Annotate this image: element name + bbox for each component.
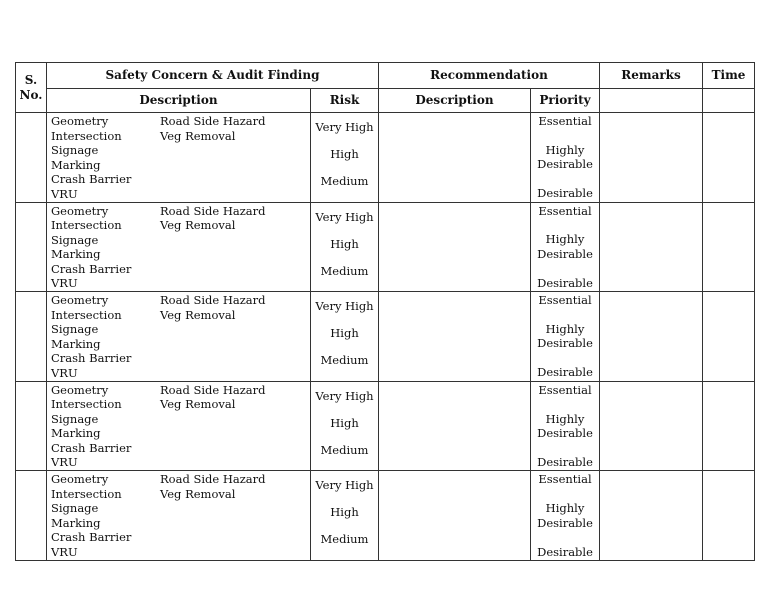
- priority-highly-desirable: Highly Desirable: [537, 321, 593, 351]
- recommendation-description-cell: [379, 202, 531, 292]
- priority-desirable: Desirable: [537, 275, 593, 290]
- concern-item: Veg Removal: [160, 307, 236, 322]
- priority-desirable: Desirable: [537, 544, 593, 559]
- concern-item: Crash Barrier: [51, 261, 132, 276]
- concern-item: Marking: [51, 426, 101, 441]
- header-concern-description: Description: [47, 89, 311, 113]
- risk-list: [311, 113, 378, 201]
- remarks-cell: [600, 113, 703, 203]
- concern-item: Intersection: [51, 397, 122, 412]
- header-time-blank: [703, 89, 755, 113]
- time-cell: [703, 113, 755, 203]
- concern-column-1: [51, 293, 160, 380]
- sno-cell: [16, 471, 47, 561]
- concern-description-cell: [47, 471, 311, 561]
- header-remarks-blank: [600, 89, 703, 113]
- concern-item: Marking: [51, 157, 101, 172]
- priority-cell: [531, 202, 600, 292]
- priority-essential: Essential: [538, 382, 592, 397]
- risk-level: Very High: [315, 299, 374, 314]
- risk-level: High: [330, 236, 359, 251]
- recommendation-description-cell: [379, 471, 531, 561]
- sno-cell: [16, 202, 47, 292]
- concern-item: Marking: [51, 336, 101, 351]
- table-row: [16, 381, 755, 471]
- priority-list: [531, 292, 599, 380]
- audit-table: [15, 62, 755, 561]
- risk-list: [311, 471, 378, 559]
- concern-description-cell: [47, 292, 311, 382]
- priority-highly-desirable: Highly Desirable: [537, 411, 593, 441]
- table-row: [16, 202, 755, 292]
- table-row: [16, 471, 755, 561]
- priority-highly-desirable: Highly Desirable: [537, 501, 593, 530]
- header-sno: S. No.: [16, 63, 47, 113]
- risk-cell: [311, 471, 379, 561]
- concern-item: Intersection: [51, 486, 122, 501]
- recommendation-description-cell: [379, 292, 531, 382]
- risk-level: Medium: [320, 532, 369, 547]
- priority-essential: Essential: [538, 114, 592, 128]
- risk-level: Medium: [320, 442, 369, 457]
- priority-list: [531, 471, 599, 559]
- priority-desirable: Desirable: [537, 454, 593, 469]
- recommendation-description-cell: [379, 381, 531, 471]
- concern-column-1: [51, 383, 160, 470]
- concern-list: [47, 292, 310, 380]
- table-body: [16, 113, 755, 561]
- priority-cell: [531, 113, 600, 203]
- priority-cell: [531, 381, 600, 471]
- concern-column-2: [160, 293, 310, 380]
- sno-cell: [16, 292, 47, 382]
- concern-description-cell: [47, 202, 311, 292]
- remarks-cell: [600, 381, 703, 471]
- concern-item: Road Side Hazard: [160, 382, 266, 397]
- risk-level: High: [330, 415, 359, 430]
- concern-column-1: [51, 204, 160, 291]
- sno-cell: [16, 381, 47, 471]
- header-safety-concern: Safety Concern & Audit Finding: [47, 63, 379, 89]
- concern-item: Veg Removal: [160, 128, 236, 143]
- concern-item: Crash Barrier: [51, 440, 132, 455]
- header-recommendation: Recommendation: [379, 63, 600, 89]
- concern-item: Intersection: [51, 128, 122, 143]
- risk-cell: [311, 381, 379, 471]
- priority-essential: Essential: [538, 293, 592, 308]
- priority-essential: Essential: [538, 472, 592, 487]
- concern-item: Crash Barrier: [51, 530, 132, 545]
- concern-item: Signage: [51, 411, 99, 426]
- concern-item: Road Side Hazard: [160, 472, 266, 487]
- risk-cell: [311, 202, 379, 292]
- concern-column-1: [51, 472, 160, 559]
- risk-level: Very High: [315, 478, 374, 493]
- risk-level: High: [330, 505, 359, 520]
- header-time: Time: [703, 63, 755, 89]
- concern-item: Geometry: [51, 472, 109, 487]
- header-row-2: [16, 89, 755, 113]
- concern-column-2: [160, 204, 310, 291]
- time-cell: [703, 471, 755, 561]
- risk-level: Medium: [320, 353, 369, 368]
- remarks-cell: [600, 292, 703, 382]
- concern-item: Crash Barrier: [51, 172, 132, 186]
- concern-description-cell: [47, 113, 311, 203]
- risk-level: Very High: [315, 388, 374, 403]
- concern-item: Signage: [51, 322, 99, 337]
- risk-cell: [311, 113, 379, 203]
- concern-column-2: [160, 114, 310, 201]
- concern-item: Signage: [51, 501, 99, 516]
- recommendation-description-cell: [379, 113, 531, 203]
- priority-desirable: Desirable: [537, 186, 593, 201]
- concern-column-2: [160, 383, 310, 470]
- concern-item: Road Side Hazard: [160, 293, 266, 308]
- concern-column-2: [160, 472, 310, 559]
- priority-desirable: Desirable: [537, 365, 593, 380]
- concern-description-cell: [47, 381, 311, 471]
- priority-highly-desirable: Highly Desirable: [537, 142, 593, 172]
- concern-list: [47, 382, 310, 470]
- concern-column-1: [51, 114, 160, 201]
- risk-list: [311, 292, 378, 380]
- concern-item: Signage: [51, 232, 99, 247]
- concern-item: Veg Removal: [160, 397, 236, 412]
- concern-item: VRU: [51, 365, 78, 380]
- concern-item: Signage: [51, 143, 99, 157]
- concern-item: Marking: [51, 515, 101, 530]
- time-cell: [703, 292, 755, 382]
- risk-list: [311, 382, 378, 470]
- priority-list: [531, 382, 599, 470]
- concern-list: [47, 113, 310, 201]
- concern-item: Crash Barrier: [51, 351, 132, 366]
- concern-item: VRU: [51, 276, 78, 291]
- risk-list: [311, 203, 378, 291]
- time-cell: [703, 202, 755, 292]
- risk-level: Medium: [320, 263, 369, 278]
- concern-item: Road Side Hazard: [160, 203, 266, 218]
- risk-level: Very High: [315, 120, 374, 134]
- concern-item: Marking: [51, 247, 101, 262]
- time-cell: [703, 381, 755, 471]
- concern-item: VRU: [51, 186, 78, 201]
- concern-item: Road Side Hazard: [160, 114, 266, 128]
- sno-cell: [16, 113, 47, 203]
- risk-level: Very High: [315, 209, 374, 224]
- header-rec-description: Description: [379, 89, 531, 113]
- remarks-cell: [600, 471, 703, 561]
- concern-item: Veg Removal: [160, 218, 236, 233]
- header-priority: Priority: [531, 89, 600, 113]
- risk-cell: [311, 292, 379, 382]
- concern-item: Intersection: [51, 218, 122, 233]
- priority-cell: [531, 471, 600, 561]
- priority-list: [531, 113, 599, 201]
- priority-highly-desirable: Highly Desirable: [537, 232, 593, 261]
- concern-item: Veg Removal: [160, 486, 236, 501]
- header-remarks: Remarks: [600, 63, 703, 89]
- priority-cell: [531, 292, 600, 382]
- concern-item: VRU: [51, 455, 78, 470]
- concern-item: Geometry: [51, 114, 109, 128]
- concern-list: [47, 471, 310, 559]
- concern-item: Geometry: [51, 203, 109, 218]
- priority-list: [531, 203, 599, 291]
- concern-item: Geometry: [51, 382, 109, 397]
- risk-level: High: [330, 147, 359, 161]
- remarks-cell: [600, 202, 703, 292]
- header-risk: Risk: [311, 89, 379, 113]
- concern-item: Geometry: [51, 293, 109, 308]
- concern-item: VRU: [51, 544, 78, 559]
- risk-level: Medium: [320, 174, 369, 188]
- header-row-1: [16, 63, 755, 89]
- table-row: [16, 292, 755, 382]
- priority-essential: Essential: [538, 203, 592, 218]
- concern-item: Intersection: [51, 307, 122, 322]
- concern-list: [47, 203, 310, 291]
- risk-level: High: [330, 326, 359, 341]
- table-row: [16, 113, 755, 203]
